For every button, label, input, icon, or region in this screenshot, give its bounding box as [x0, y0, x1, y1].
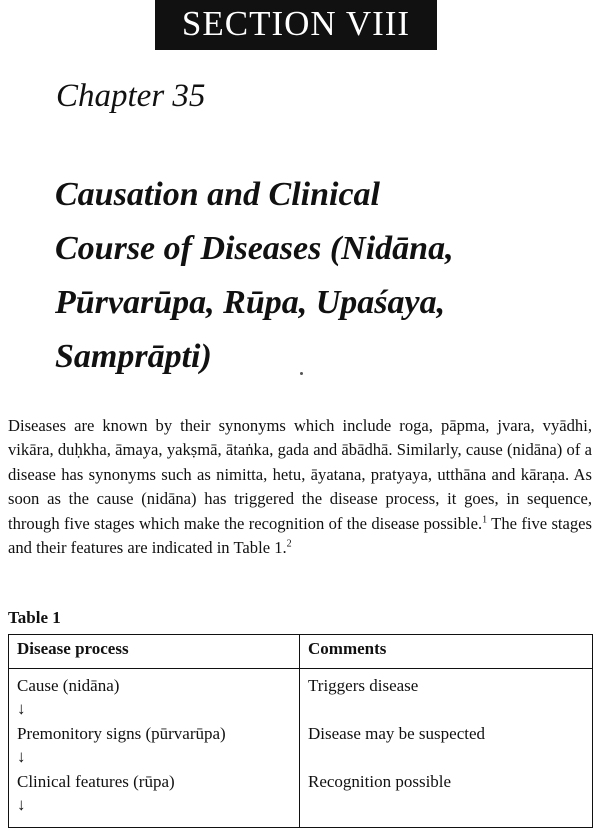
table-cell-comment: Disease may be suspected [308, 724, 486, 743]
down-arrow-icon: ↓ [17, 795, 26, 814]
table-cell-process: Premonitory signs (pūrvarūpa) [17, 724, 226, 743]
header-comments: Comments [308, 639, 387, 658]
title-line: Causation and Clinical [55, 176, 380, 213]
stray-mark [300, 372, 303, 375]
disease-stages-table [8, 634, 593, 828]
down-arrow-icon: ↓ [17, 747, 26, 766]
title-line: Samprāpti) [55, 338, 212, 375]
table-cell-comment: Recognition possible [308, 772, 452, 791]
section-banner: SECTION VIII [155, 0, 437, 50]
body-paragraph [8, 414, 592, 560]
header-divider [9, 668, 592, 669]
title-line: Course of Diseases (Nidāna, [55, 230, 454, 267]
chapter-title [55, 168, 575, 384]
column-divider [299, 635, 300, 827]
title-line: Pūrvarūpa, Rūpa, Upaśaya, [55, 284, 446, 321]
footnote-ref-1: 1 [482, 514, 488, 526]
table-caption: Table 1 [8, 608, 61, 627]
paragraph-text: Diseases are known by their synonyms which include roga, pāpma, jvara, vyādhi, vikāra, duḥkha, āmaya, yakṣmā, ātaṅka, gada and ābādhā. Similarly, cause (nidāna) of a disease has synonyms such as nimitta, hetu, āyatana, pratyaya, utthāna and kāraṇa. As soon as the cause (nidāna) has triggered the disease process, it goes, in sequence, through five stages which make the recognition of the disease possible. [8, 416, 592, 533]
down-arrow-icon: ↓ [17, 699, 26, 718]
table-cell-process: Clinical features (rūpa) [17, 772, 175, 791]
table-cell-process: Cause (nidāna) [17, 676, 120, 695]
chapter-label: Chapter 35 [56, 78, 206, 114]
table-cell-comment: Triggers disease [308, 676, 419, 695]
header-disease-process: Disease process [17, 639, 129, 658]
footnote-ref-2: 2 [286, 538, 292, 550]
paragraph-text-2: The five stages and their features are indicated in Table 1. [8, 513, 592, 558]
